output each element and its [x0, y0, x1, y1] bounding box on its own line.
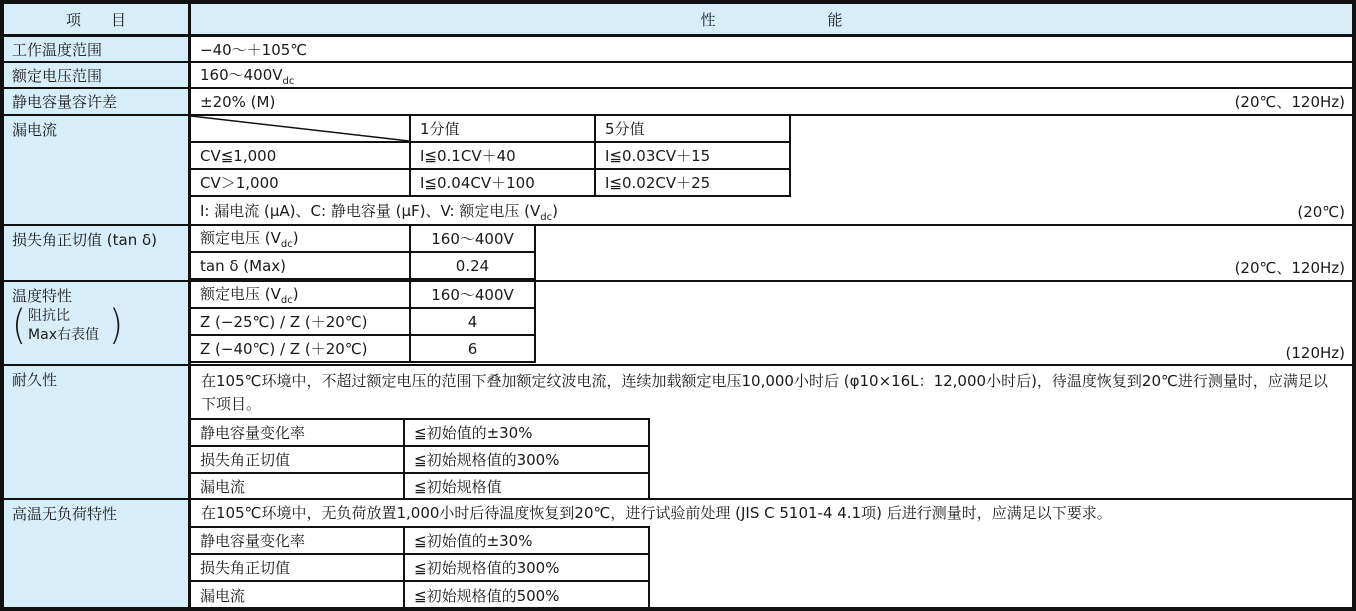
tand-rated-voltage-value: 160～400V [411, 226, 536, 253]
header-performance-label-left: 性 [700, 10, 716, 29]
high-temp-item-row [191, 582, 650, 607]
leakage-formula-5min-low: I≦0.03CV＋15 [596, 143, 791, 170]
endurance-subtable [191, 418, 650, 498]
leakage-label [4, 116, 191, 224]
temp-char-paren-note [12, 301, 180, 349]
high-temp-item-value: ≦初始值的±30% [405, 528, 650, 555]
rated-voltage-label [4, 63, 191, 87]
tand-max-label: tan δ (Max) [191, 253, 411, 280]
temp-rated-voltage-label: 额定电压 $(V_{dc})$ [191, 282, 411, 309]
leakage-row-cv-high [191, 170, 791, 197]
temp-char-condition: (120Hz) [1285, 344, 1345, 362]
tand-subtable [191, 226, 536, 280]
header-performance-label-right: 能 [827, 10, 843, 29]
endurance-label-text: 耐久性 [12, 371, 58, 389]
left-paren: ( [12, 301, 27, 349]
endurance-item-value: ≦初始规格值的300% [405, 447, 650, 474]
high-temp-item-value: ≦初始规格值的500% [405, 582, 650, 607]
operating-temp-label-text: 工作温度范围 [12, 40, 103, 59]
temp-char-content [191, 282, 1352, 364]
row-temp-char [4, 282, 1352, 366]
tand-label [4, 226, 191, 280]
leakage-cond-cv-low: CV≦1,000 [191, 143, 411, 170]
high-temp-subtable [191, 526, 650, 607]
row-endurance [4, 366, 1352, 500]
tand-max-value: 0.24 [411, 253, 536, 280]
high-temp-content [191, 500, 1352, 607]
high-temp-item-name: 损失角正切值 [191, 555, 405, 582]
row-rated-voltage [4, 63, 1352, 89]
diagonal-line [191, 116, 409, 141]
leakage-formula-1min-high: I≦0.04CV＋100 [411, 170, 596, 197]
endurance-item-name: 损失角正切值 [191, 447, 405, 474]
endurance-content [191, 366, 1352, 498]
cap-tolerance-content [191, 89, 1352, 114]
header-row [4, 4, 1352, 37]
high-temp-label [4, 500, 191, 607]
high-temp-item-name: 漏电流 [191, 582, 405, 607]
temp-char-subtable [191, 282, 536, 363]
temp-char-paren-line1: 阻抗比 [28, 308, 71, 324]
high-temp-item-name: 静电容量变化率 [191, 528, 405, 555]
endurance-item-row [191, 420, 650, 447]
tand-content [191, 226, 1352, 280]
temp-z40-value: 6 [411, 336, 536, 363]
leakage-formula-1min-low: I≦0.1CV＋40 [411, 143, 596, 170]
leakage-subtable [191, 116, 791, 197]
leakage-cond-cv-high: CV＞1,000 [191, 170, 411, 197]
header-performance-cell [191, 4, 1352, 34]
temp-z25-label: Z (−25℃) / Z (＋20℃) [191, 309, 411, 336]
header-item-cell [4, 4, 191, 34]
leakage-condition: (20℃) [1297, 202, 1345, 221]
leakage-col-header-5min: 5分值 [596, 116, 791, 143]
rated-voltage-content [191, 63, 1352, 87]
cap-tolerance-label [4, 89, 191, 114]
high-temp-item-row [191, 555, 650, 582]
high-temp-label-text: 高温无负荷特性 [12, 505, 118, 523]
rated-voltage-label-text: 额定电压范围 [12, 66, 103, 85]
high-temp-description: 在105℃环境中，无负荷放置1,000小时后待温度恢复到20℃，进行试验前处理 (JIS C 5101-4 4.1项) 后进行测量时，应满足以下要求。 [201, 504, 1112, 522]
endurance-label [4, 366, 191, 498]
operating-temp-value: −40～＋105℃ [200, 40, 308, 59]
row-operating-temp [4, 37, 1352, 63]
leakage-col-header-1min: 1分值 [411, 116, 596, 143]
endurance-item-row [191, 474, 650, 498]
row-cap-tolerance [4, 89, 1352, 116]
tand-label-text: 损失角正切值 (tan δ) [12, 231, 157, 249]
leakage-diagonal-cell [191, 116, 411, 143]
operating-temp-label [4, 37, 191, 61]
endurance-item-value: ≦初始值的±30% [405, 420, 650, 447]
endurance-item-name: 静电容量变化率 [191, 420, 405, 447]
high-temp-item-row [191, 528, 650, 555]
endurance-item-name: 漏电流 [191, 474, 405, 498]
leakage-note: I: 漏电流 (μA)、C: 静电容量 (μF)、V: 额定电压 $(V_{dc})$ [200, 202, 558, 223]
temp-z40-label: Z (−40℃) / Z (＋20℃) [191, 336, 411, 363]
cap-tolerance-value: ±20% (M) [200, 92, 276, 111]
endurance-description: 在105℃环境中，不超过额定电压的范围下叠加额定纹波电流，连续加载额定电压10,000小时后 (φ10×16L：12,000小时后)，待温度恢复到20℃进行测量时，应满足以下项目。 [201, 372, 1328, 413]
right-paren: ) [109, 301, 124, 349]
temp-char-paren-line2: Max右表值 [28, 327, 99, 343]
row-high-temp [4, 500, 1352, 607]
temp-char-label [4, 282, 191, 364]
leakage-formula-5min-high: I≦0.02CV＋25 [596, 170, 791, 197]
temp-z25-value: 4 [411, 309, 536, 336]
row-tand [4, 226, 1352, 282]
operating-temp-content [191, 37, 1352, 61]
temp-rated-voltage-value: 160～400V [411, 282, 536, 309]
temp-char-label-text: 温度特性 [12, 287, 73, 305]
cap-tolerance-label-text: 静电容量容许差 [12, 93, 118, 111]
tand-condition: (20℃、120Hz) [1234, 259, 1345, 277]
endurance-item-value: ≦初始规格值 [405, 474, 650, 498]
high-temp-item-value: ≦初始规格值的300% [405, 555, 650, 582]
endurance-item-row [191, 447, 650, 474]
header-item-label: 项 目 [65, 10, 126, 29]
leakage-content [191, 116, 1352, 224]
tand-rated-voltage-label: 额定电压 $(V_{dc})$ [191, 226, 411, 253]
leakage-label-text: 漏电流 [12, 121, 58, 139]
row-leakage [4, 116, 1352, 226]
cap-tolerance-condition: (20℃、120Hz) [1234, 93, 1345, 111]
rated-voltage-value: $160\sim 400V_{dc}$ [200, 65, 295, 87]
leakage-row-cv-low [191, 143, 791, 170]
